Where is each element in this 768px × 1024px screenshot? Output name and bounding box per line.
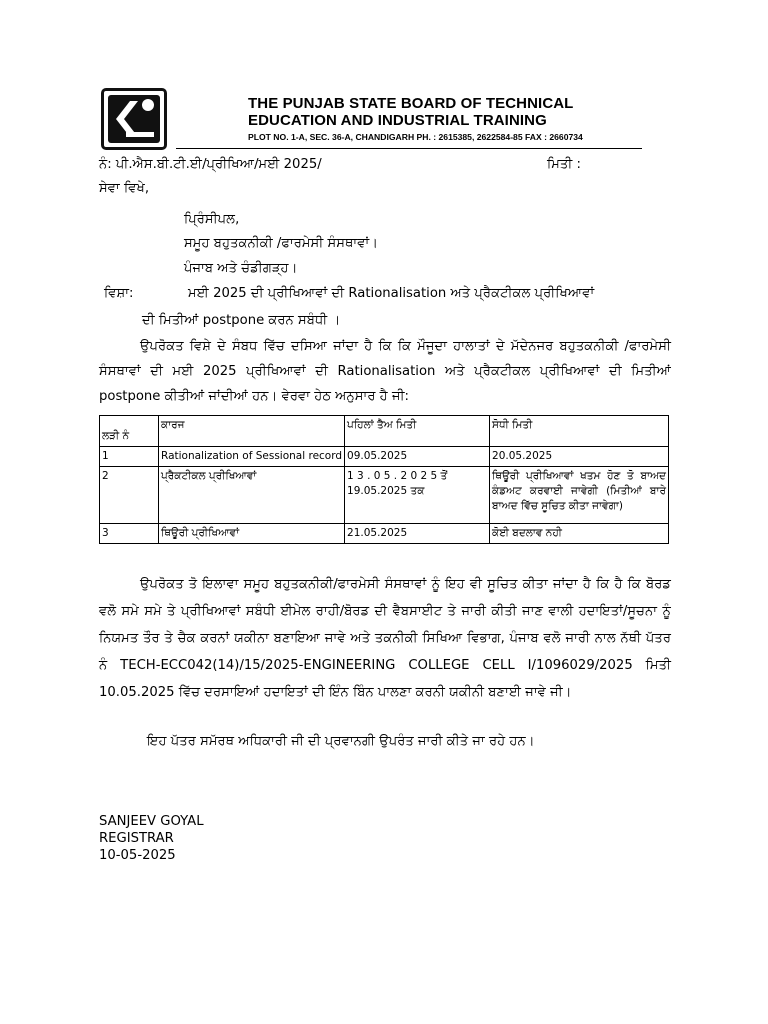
- arrow-logo-icon: [108, 95, 160, 143]
- table-cell: 20.05.2025: [490, 447, 669, 467]
- table-cell: 09.05.2025: [345, 447, 490, 467]
- table-header-old-date: ਪਹਿਲਾਂ ਤੈਅ ਮਿਤੀ: [345, 416, 490, 447]
- table-cell: 2: [100, 467, 159, 524]
- table-header-revised-date: ਸੋਧੀ ਮਿਤੀ: [490, 416, 669, 447]
- table-cell: 1 3 . 0 5 . 2 0 2 5 ਤੋਂ 19.05.2025 ਤਕ: [345, 467, 490, 524]
- addressee-line2: ਸਮੂਹ ਬਹੁਤਕਨੀਕੀ /ਫਾਰਮੇਸੀ ਸੰਸਥਾਵਾਂ।: [184, 236, 379, 251]
- addressee-line1: ਪ੍ਰਿੰਸੀਪਲ,: [184, 212, 240, 227]
- table-cell: 21.05.2025: [345, 524, 490, 544]
- body-paragraph-1: ਉਪਰੋਕਤ ਵਿਸ਼ੇ ਦੇ ਸੰਬਧ ਵਿੱਚ ਦਸਿਆ ਜਾਂਦਾ ਹੈ ਕਿ ਕਿ ਮੌਜੂਦਾ ਹਾਲਾਤਾਂ ਦੇ ਮੱਦੇਨਜਰ ਬਹੁਤਕਨੀਕੀ /ਫਾਰਮੇਸੀ ਸੰਸਥਾਵਾਂ ਦੀ ਮਈ 2025 ਪ੍ਰੀਖਿਆਵਾਂ ਦੀ Rationalisation ਅਤੇ ਪ੍ਰੈਕਟੀਕਲ ਪ੍ਰੀਖਿਆਵਾਂ ਦੀ ਮਿਤੀਆਂ postpone ਕੀਤੀਆਂ ਜਾਂਦੀਆਂ ਹਨ। ਵੇਰਵਾ ਹੇਠ ਅਨੁਸਾਰ ਹੈ ਜੀ:: [99, 339, 671, 404]
- table-cell: ਥਿਊਰੀ ਪ੍ਰੀਖਿਆਵਾਂ ਖਤਮ ਹੋਣ ਤੋ ਬਾਅਦ ਕੰਡਅਟ ਕਰਵਾਈ ਜਾਵੇਗੀ (ਮਿਤੀਆਂ ਬਾਰੇ ਬਾਅਦ ਵਿੱਚ ਸੂਚਿਤ ਕੀਤਾ ਜਾਵੇਗਾ): [490, 467, 669, 524]
- table-cell: 1: [100, 447, 159, 467]
- signatory-designation: REGISTRAR: [99, 831, 174, 846]
- table-cell: Rationalization of Sessional record: [159, 447, 345, 467]
- signatory-name: SANJEEV GOYAL: [99, 814, 204, 829]
- table-row: [100, 524, 669, 544]
- org-address: PLOT NO. 1-A, SEC. 36-A, CHANDIGARH PH. : 2615385, 2622584-85 FAX : 2660734: [248, 132, 583, 142]
- table-header-serial: ਲੜੀ ਨੰ: [100, 416, 159, 447]
- table-row: [100, 467, 669, 524]
- schedule-table: [99, 415, 669, 544]
- body-paragraph-2: ਉਪਰੋਕਤ ਤੋ ਇਲਾਵਾ ਸਮੂਹ ਬਹੁਤਕਨੀਕੀ/ਫਾਰਮੇਸੀ ਸੰਸਥਾਵਾਂ ਨੂੰ ਇਹ ਵੀ ਸੂਚਿਤ ਕੀਤਾ ਜਾਂਦਾ ਹੈ ਕਿ ਹੈ ਕਿ ਬੋਰਡ ਵਲੋ ਸਮੇ ਸਮੇ ਤੇ ਪ੍ਰੀਖਿਆਵਾਂ ਸਬੰਧੀ ਈਮੇਲ ਰਾਹੀ/ਬੋਰਡ ਦੀ ਵੈਬਸਾਈਟ ਤੇ ਜਾਰੀ ਕੀਤੀ ਜਾਣ ਵਾਲੀ ਹਦਾਇਤਾਂ/ਸੂਚਨਾ ਨੂੰ ਨਿਯਮਤ ਤੌਰ ਤੇ ਚੈਕ ਕਰਨਾਂ ਯਕੀਨਾ ਬਣਾਇਆ ਜਾਵੇ ਅਤੇ ਤਕਨੀਕੀ ਸਿਖਿਆ ਵਿਭਾਗ, ਪੰਜਾਬ ਵਲੋ ਜਾਰੀ ਨਾਲ ਨੱਥੀ ਪੱਤਰ ਨੰ TECH-ECC042(14)/15/2025-ENGINEERING COLLEGE CELL I/1096029/2025 ਮਿਤੀ 10.05.2025 ਵਿੱਚ ਦਰਸਾਇਆਂ ਹਦਾਇਤਾਂ ਦੀ ਇੰਨ ਬਿੰਨ ਪਾਲਣਾ ਕਰਨੀ ਯਕੀਨੀ ਬਣਾਈ ਜਾਵੇ ਜੀ।: [99, 577, 671, 700]
- date-label: ਮਿਤੀ :: [547, 157, 581, 172]
- subject-label: ਵਿਸ਼ਾ:: [104, 286, 134, 301]
- body-paragraph-3: ਇਹ ਪੱਤਰ ਸਮੱਰਥ ਅਧਿਕਾਰੀ ਜੀ ਦੀ ਪ੍ਰਵਾਨਗੀ ਉਪਰੰਤ ਜਾਰੀ ਕੀਤੇ ਜਾ ਰਹੇ ਹਨ।: [147, 734, 535, 749]
- table-cell: ਕੋਈ ਬਦਲਾਵ ਨਹੀ: [490, 524, 669, 544]
- table-cell: 3: [100, 524, 159, 544]
- table-header-task: ਕਾਰਜ: [159, 416, 345, 447]
- table-row: [100, 447, 669, 467]
- table-cell: ਪ੍ਰੈਕਟੀਕਲ ਪ੍ਰੀਖਿਆਵਾਂ: [159, 467, 345, 524]
- signature-date: 10-05-2025: [99, 848, 176, 863]
- table-cell: ਥਿਊਰੀ ਪ੍ਰੀਖਿਆਵਾਂ: [159, 524, 345, 544]
- addressee-line3: ਪੰਜਾਬ ਅਤੇ ਚੰਡੀਗੜ੍ਹ।: [184, 261, 298, 276]
- org-name-line1: THE PUNJAB STATE BOARD OF TECHNICAL: [248, 95, 574, 112]
- reference-number: ਨੰ: ਪੀ.ਐਸ.ਬੀ.ਟੀ.ਈ/ਪ੍ਰੀਖਿਆ/ਮਈ 2025/: [99, 157, 322, 172]
- subject-line1: ਮਈ 2025 ਦੀ ਪ੍ਰੀਖਿਆਵਾਂ ਦੀ Rationalisation ਅਤੇ ਪ੍ਰੈਕਟੀਕਲ ਪ੍ਰੀਖਿਆਵਾਂ: [188, 286, 595, 301]
- subject-line2: ਦੀ ਮਿਤੀਆਂ postpone ਕਰਨ ਸਬੰਧੀ ।: [142, 313, 341, 328]
- board-logo: [101, 88, 167, 150]
- salutation: ਸੇਵਾ ਵਿਖੇ,: [99, 181, 150, 196]
- table-header-row: [100, 416, 669, 447]
- letterhead-divider: [176, 148, 642, 149]
- org-name-line2: EDUCATION AND INDUSTRIAL TRAINING: [248, 112, 547, 129]
